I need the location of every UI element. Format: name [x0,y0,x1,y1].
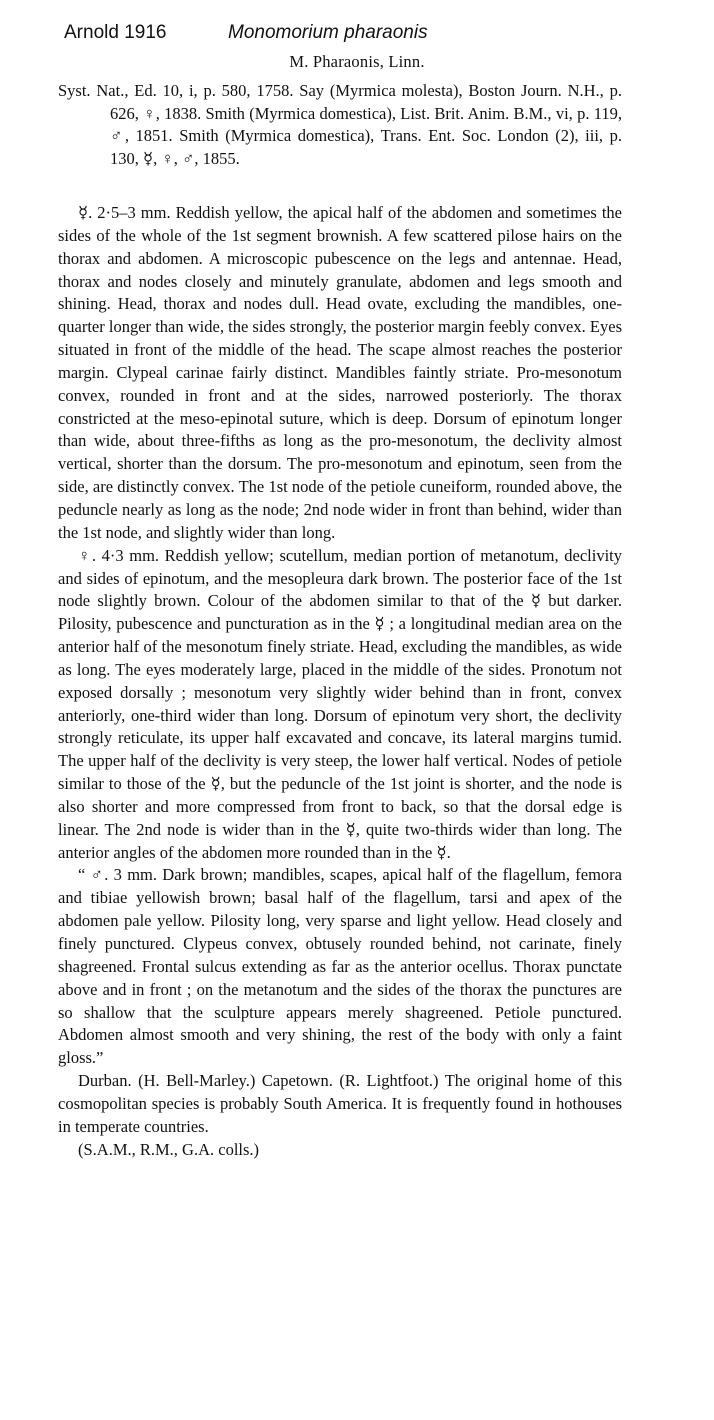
female-description: ♀. 4·3 mm. Reddish yellow; scutellum, median portion of metanotum, declivity and sides of epinotum, and the mesopleura dark brown. The posterior face of the 1st node slightly brown. Colour of the abdomen similar to that of the ☿ but darker. Pilosity, pubescence and puncturation as in the ☿ ; a longitudinal median area on the anterior half of the mesonotum finely striate. Head, excluding the mandibles, as wide as long. The eyes moderately large, placed in the middle of the sides. Pronotum not exposed dorsally ; mesonotum very slightly wider behind than in front, convex anteriorly, one-third wider than long. Dorsum of epinotum very short, the declivity strongly reticulate, its upper half excavated and concave, its lateral margins tumid. The upper half of the declivity is very steep, the lower half vertical. Nodes of petiole similar to those of the ☿, but the peduncle of the 1st joint is shorter, and the node is also shorter and more compressed from front to back, so that the dorsal edge is linear. The 2nd node is wider than in the ☿, quite two-thirds wider than long. The anterior angles of the abdomen more rounded than in the ☿. [58,545,622,862]
description-body [58,202,622,1161]
running-head-species: Monomorium pharaonis [228,22,428,43]
collections-paragraph: (S.A.M., R.M., G.A. colls.) [78,1139,260,1159]
synonymy-block [58,80,622,170]
running-head-author-year: Arnold 1916 [64,22,167,43]
species-title: M. Pharaonis, Linn. [289,52,425,71]
male-description: “ ♂. 3 mm. Dark brown; mandibles, scapes, apical half of the flagellum, femora and tibiae yellowish brown; basal half of the flagellum, tarsi and apex of the abdomen pale yellow. Pilosity long, very sparse and light yellow. Head closely and finely punctured. Clypeus convex, obtusely rounded behind, not carinate, finely shagreened. Frontal sulcus extending as far as the anterior ocellus. Thorax punctate above and in front ; on the metanotum and the sides of the thorax the punctures are so shallow that the sculpture appears merely shagreened. Petiole punctured. Abdomen almost smooth and very shining, the rest of the body with only a faint gloss.” [58,865,622,1068]
running-head [64,22,664,48]
synonymy-text: Syst. Nat., Ed. 10, i, p. 580, 1758. Say (Myrmica molesta), Boston Journ. N.H., p. 626, ♀, 1838. Smith (Myrmica domestica), List. Brit. Anim. B.M., vi, p. 119, ♂, 1851. Smith (Myrmica domestica), Trans. Ent. Soc. London (2), iii, p. 130, ☿, ♀, ♂, 1855. [58,81,622,168]
distribution-paragraph: Durban. (H. Bell-Marley.) Capetown. (R. Lightfoot.) The original home of this cosmopolitan species is probably South America. It is frequently found in hothouses in temperate countries. [58,1071,622,1136]
worker-description: ☿. 2·5–3 mm. Reddish yellow, the apical half of the abdomen and sometimes the sides of the whole of the 1st segment brownish. A few scattered pilose hairs on the thorax and abdomen. A microscopic pubescence on the legs and antennae. Head, thorax and nodes closely and minutely granulate, abdomen and legs smooth and shining. Head, thorax and nodes dull. Head ovate, excluding the mandibles, one-quarter longer than wide, the sides strongly, the posterior margin feebly convex. Eyes situated in front of the middle of the head. The scape almost reaches the posterior margin. Clypeal carinae fairly distinct. Mandibles faintly striate. Pro-mesonotum convex, rounded in front and at the sides, narrowed posteriorly. The thorax constricted at the meso-epinotal suture, which is deep. Dorsum of epinotum longer than wide, about three-fifths as long as the pro-mesonotum, the declivity almost vertical, shorter than the dorsum. The pro-mesonotum and epinotum, seen from the side, are distinctly convex. The 1st node of the petiole cuneiform, rounded above, the peduncle nearly as long as the node; 2nd node wider in front than behind, wider than the 1st node, and slightly wider than long. [58,203,622,542]
